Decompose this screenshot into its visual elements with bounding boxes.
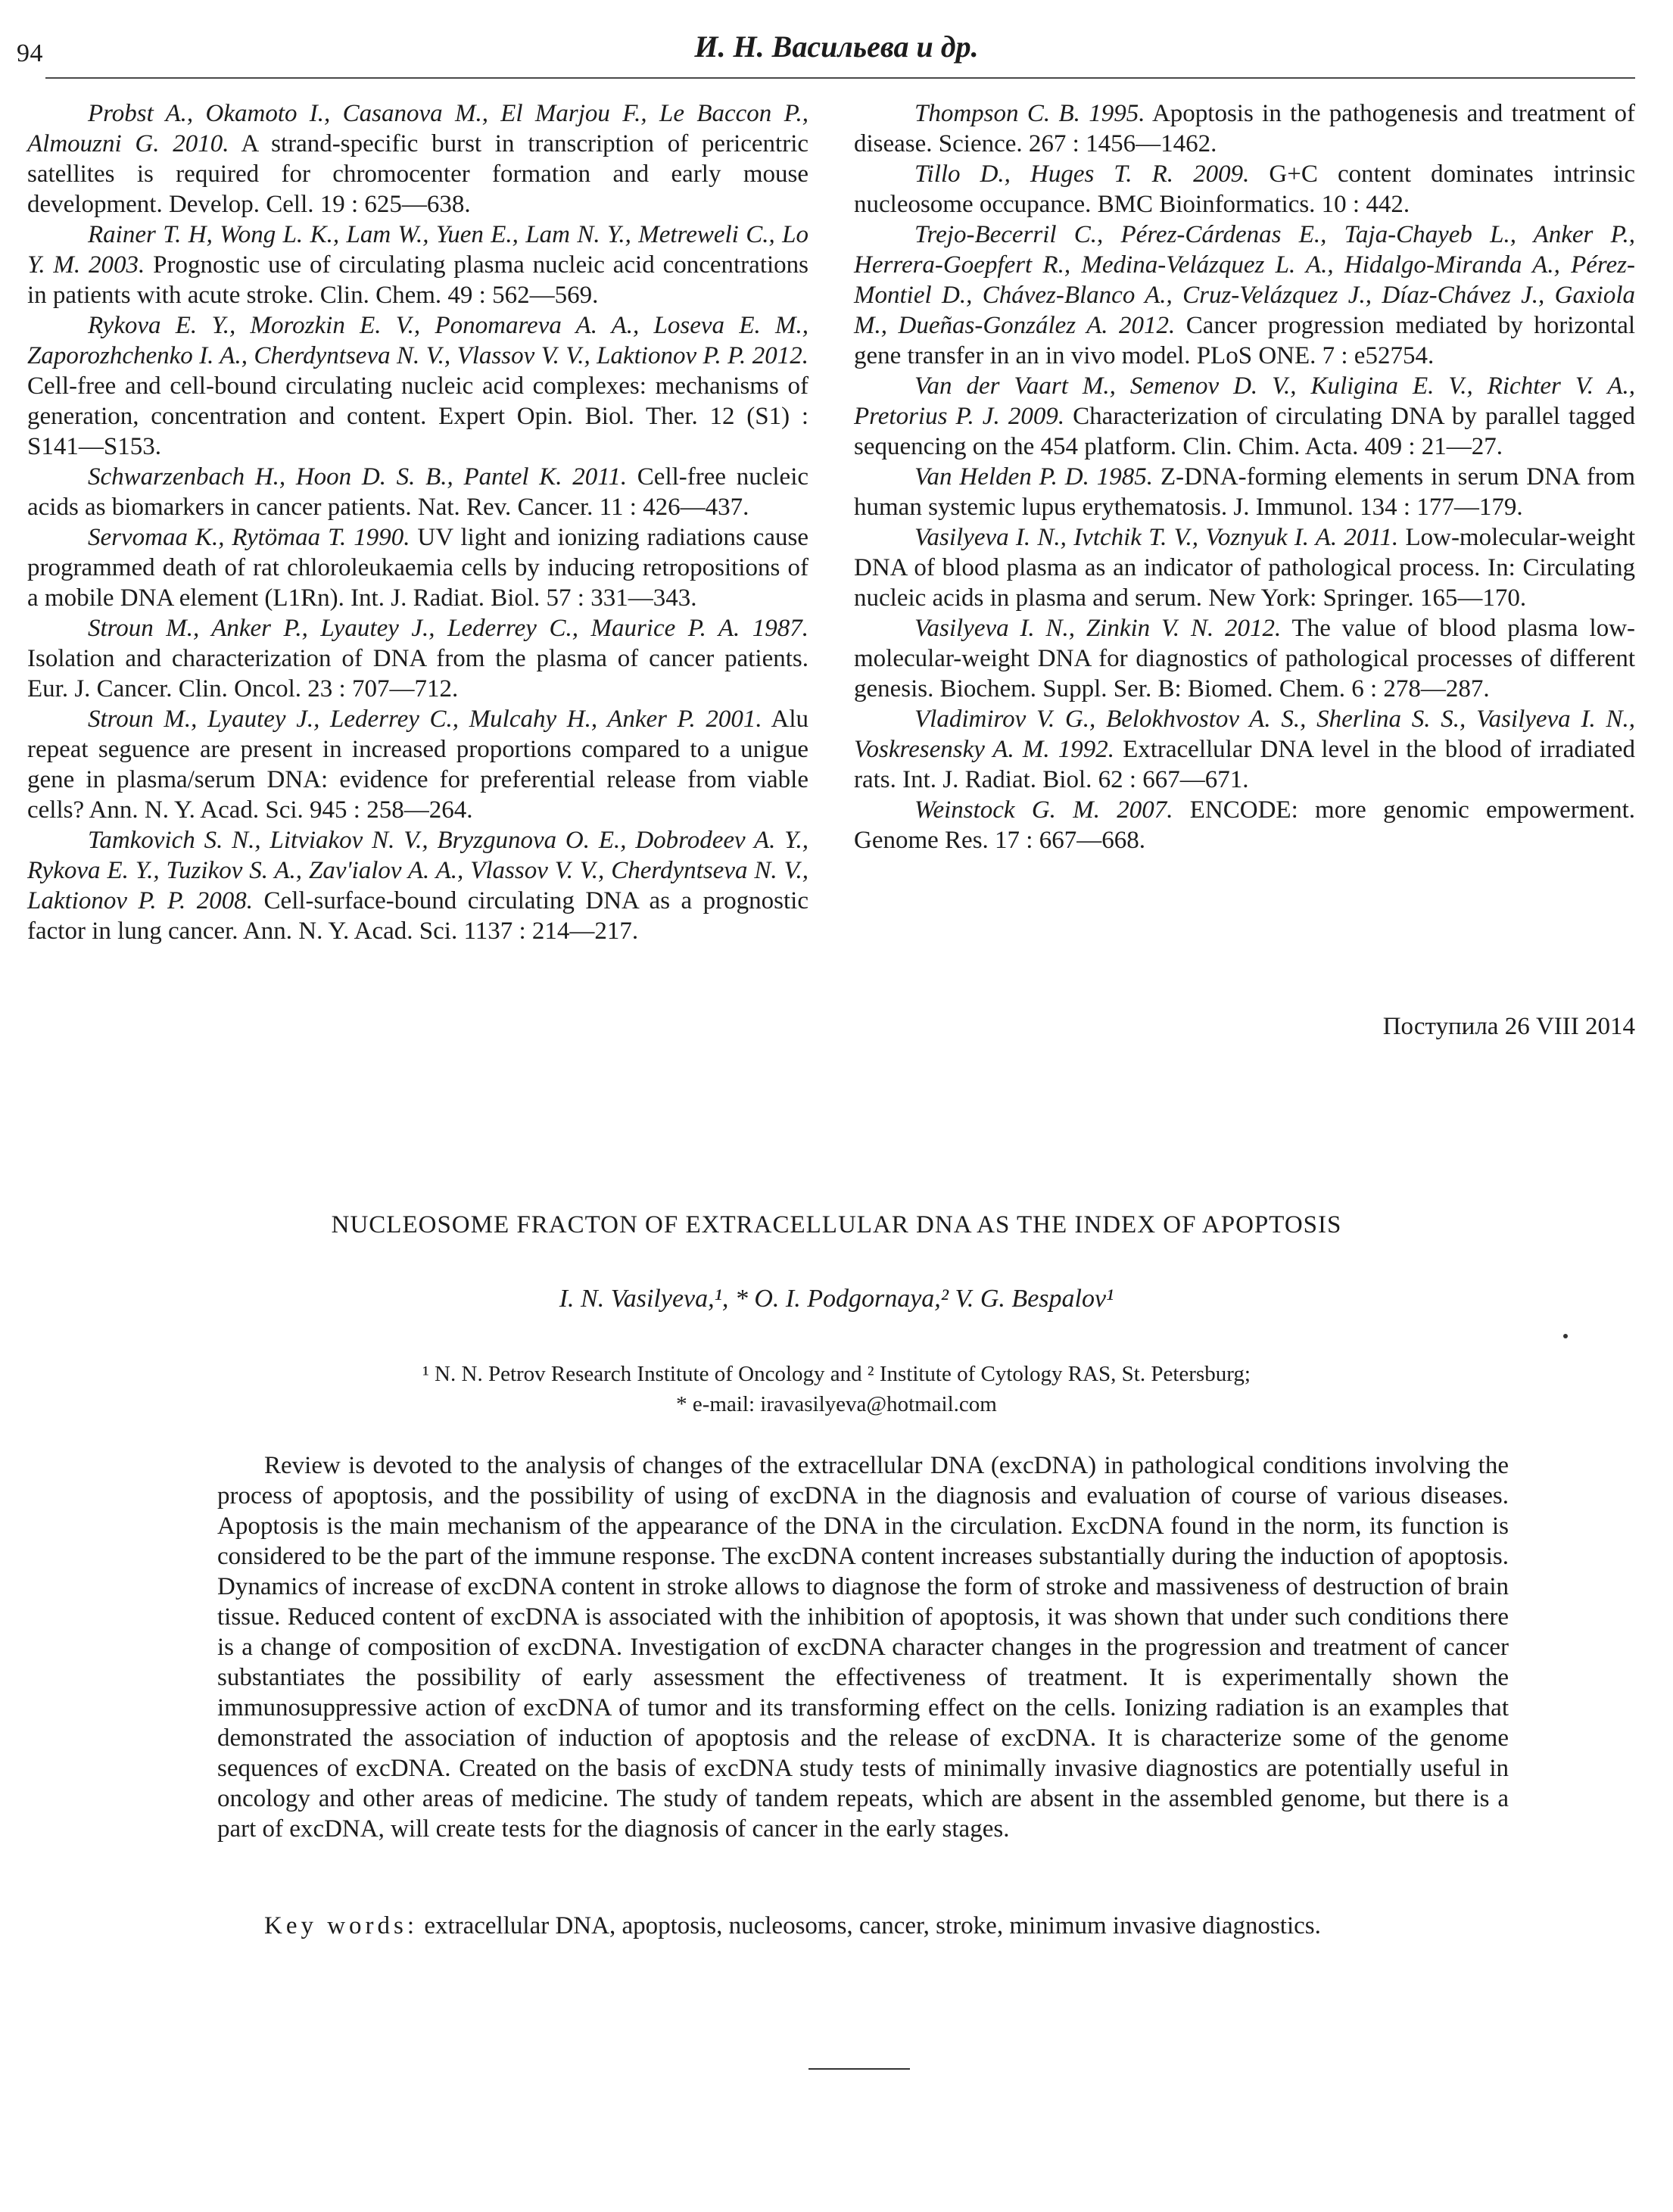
reference-year: 2001.: [706, 706, 762, 733]
reference-year: 2007.: [1117, 796, 1173, 824]
reference-text: Cancer progression mediated by horizontal gene transfer in an in vivo model. PLoS ONE. 7 : e52754.: [854, 312, 1636, 369]
reference-authors: Weinstock G. M.: [914, 796, 1100, 824]
reference-entry: [854, 522, 1635, 613]
reference-year: 1995.: [1089, 100, 1145, 127]
reference-entry: [854, 371, 1635, 462]
reference-year: 2011.: [1344, 524, 1399, 551]
reference-entry: [27, 522, 808, 613]
reference-authors: Van Helden P. D.: [914, 463, 1089, 491]
reference-year: 1987.: [752, 615, 808, 642]
reference-entry: [27, 310, 808, 462]
page-number: 94: [17, 39, 43, 67]
reference-text: Cell-surface-bound circulating DNA as a prognostic factor in lung cancer. Ann. N. Y. Acad. Sci. 1137 : 214—217.: [27, 887, 809, 945]
reference-authors: Schwarzenbach H., Hoon D. S. B., Pantel K.: [88, 463, 562, 491]
scan-speck: [1563, 1334, 1568, 1338]
references-right-column: [854, 98, 1635, 855]
reference-text: Cell-free and cell-bound circulating nucleic acid complexes: mechanisms of generation, concentration and content. Expert Opin. Biol. Ther. 12 (S1) : S141—S153.: [27, 372, 808, 460]
reference-authors: Tamkovich S. N., Litviakov N. V., Bryzgunova O. E., Dobrodeev A. Y., Rykova E. Y., Tuzikov S. A., Zav'ialov A. A., Vlassov V. V., Cherdyntseva N. V., Laktionov P. P.: [27, 827, 808, 914]
reference-authors: Vasilyeva I. N., Ivtchik T. V., Voznyuk I. A.: [914, 524, 1338, 551]
reference-entry: [854, 220, 1635, 371]
reference-authors: Thompson C. B.: [914, 100, 1080, 127]
reference-year: 2012.: [1225, 615, 1282, 642]
reference-authors: Stroun M., Lyautey J., Lederrey C., Mulcahy H., Anker P.: [88, 706, 696, 733]
reference-authors: Vladimirov V. G., Belokhvostov A. S., Sherlina S. S., Vasilyeva I. N., Voskresensky A. M.: [854, 706, 1635, 763]
end-rule: [808, 2068, 910, 2070]
reference-entry: [854, 98, 1635, 159]
reference-authors: Tillo D., Huges T. R.: [914, 160, 1174, 188]
affiliation: ¹ N. N. Petrov Research Institute of Oncology and ² Institute of Cytology RAS, St. Petersburg;: [422, 1362, 1251, 1386]
reference-text: Extracellular DNA level in the blood of irradiated rats. Int. J. Radiat. Biol. 62 : 667—671.: [854, 736, 1635, 793]
reference-authors: Probst A., Okamoto I., Casanova M., El Marjou F., Le Baccon P., Almouzni G.: [27, 100, 808, 157]
reference-authors: Servomaa K., Rytömaa T.: [88, 524, 347, 551]
reference-entry: [854, 795, 1635, 855]
reference-authors: Stroun M., Anker P., Lyautey J., Lederrey C., Maurice P. A.: [88, 615, 740, 642]
abstract-title: NUCLEOSOME FRACTON OF EXTRACELLULAR DNA AS THE INDEX OF APOPTOSIS: [331, 1211, 1342, 1238]
reference-authors: Vasilyeva I. N., Zinkin V. N.: [914, 615, 1214, 642]
reference-text: A strand-specific burst in transcription of pericentric satellites is required for chromocenter formation and early mouse development. Develop. Cell. 19 : 625—638.: [27, 130, 809, 218]
reference-authors: Trejo-Becerril C., Pérez-Cárdenas E., Taja-Chayeb L., Anker P., Herrera-Goepfert R., Medina-Velázquez L. A., Hidalgo-Miranda A., Pérez-Montiel D., Chávez-Blanco A., Cruz-Velázquez J., Díaz-Chávez J., Gaxiola M., Dueñas-González A.: [854, 221, 1635, 339]
keywords-label: Key words:: [264, 1912, 419, 1939]
reference-year: 2012.: [752, 342, 809, 369]
reference-year: 1992.: [1058, 736, 1114, 763]
reference-entry: [854, 462, 1635, 522]
header-rule: [45, 77, 1635, 79]
reference-year: 1985.: [1096, 463, 1154, 491]
keywords: [217, 1911, 1509, 1941]
reference-year: 2003.: [89, 251, 145, 279]
reference-entry: [27, 704, 808, 825]
references-left-column: [27, 98, 808, 946]
reference-year: 2010.: [173, 130, 229, 157]
reference-text: Alu repeat seguence are present in increased proportions compared to a unigue gene in plasma/serum DNA: evidence for preferential release from viable cells? Ann. N. Y. Acad. Sci. 945 : 258—264.: [27, 706, 808, 824]
reference-entry: [27, 613, 808, 704]
reference-year: 2012.: [1119, 312, 1176, 339]
email: * e-mail: iravasilyeva@hotmail.com: [676, 1392, 997, 1416]
reference-text: G+C content dominates intrinsic nucleosome occupance. BMC Bioinformatics. 10 : 442.: [854, 160, 1635, 218]
reference-year: 2009.: [1008, 403, 1065, 430]
reference-authors: Rainer T. H, Wong L. K., Lam W., Yuen E., Lam N. Y., Metreweli C., Lo Y. M.: [27, 221, 808, 279]
reference-text: Prognostic use of circulating plasma nucleic acid concentrations in patients with acute stroke. Clin. Chem. 49 : 562—569.: [27, 251, 809, 309]
running-head: И. Н. Васильева и др.: [694, 30, 979, 64]
reference-entry: [854, 159, 1635, 220]
reference-year: 1990.: [354, 524, 410, 551]
reference-text: Isolation and characterization of DNA from the plasma of cancer patients. Eur. J. Cancer. Clin. Oncol. 23 : 707—712.: [27, 645, 808, 703]
reference-text: Low-molecular-weight DNA of blood plasma as an indicator of pathological process. In: Circulating nucleic acids in plasma and serum. New York: Springer. 165—170.: [854, 524, 1636, 612]
reference-text: Z-DNA-forming elements in serum DNA from human systemic lupus erythematosis. J. Immunol. 134 : 177—179.: [854, 463, 1636, 521]
reference-entry: [854, 704, 1635, 795]
received-date: Поступила 26 VIII 2014: [1382, 1013, 1635, 1040]
keywords-text: extracellular DNA, apoptosis, nucleosoms, cancer, stroke, minimum invasive diagnostics.: [424, 1912, 1321, 1939]
reference-text: ENCODE: more genomic empowerment. Genome Res. 17 : 667—668.: [854, 796, 1636, 854]
reference-entry: [27, 98, 808, 220]
abstract-body: Review is devoted to the analysis of changes of the extracellular DNA (excDNA) in pathological conditions involving the process of apoptosis, and the possibility of using of excDNA in the diagnosis and evaluation of course of various diseases. Apoptosis is the main mechanism of the appearance of the DNA in the circulation. ExcDNA found in the norm, its function is considered to be the part of the immune response. The excDNA content increases substantially during the induction of apoptosis. Dynamics of increase of excDNA content in stroke allows to diagnose the form of stroke and massiveness of destruction of brain tissue. Reduced content of excDNA is associated with the inhibition of apoptosis, it was shown that under such conditions there is a change of composition of excDNA. Investigation of excDNA character changes in the progression and treatment of cancer substantiates the possibility of early assessment the effectiveness of treatment. It is experimentally shown the immunosuppressive action of excDNA of tumor and its transforming effect on the cells. Ionizing radiation is an examples that demonstrated the association of induction of apoptosis and the release of excDNA. It is characterize some of the genome sequences of excDNA. Created on the basis of excDNA study tests of minimally invasive diagnostics are potentially useful in oncology and other areas of medicine. The study of tandem repeats, which are absent in the assembled genome, but there is a part of excDNA, will create tests for the diagnosis of cancer in the early stages.: [217, 1452, 1509, 1843]
reference-text: The value of blood plasma low-molecular-weight DNA for diagnostics of pathological processes of different genesis. Biochem. Suppl. Ser. B: Biomed. Chem. 6 : 278—287.: [854, 615, 1636, 703]
abstract-authors: I. N. Vasilyeva,¹, * O. I. Podgornaya,² V. G. Bespalov¹: [559, 1285, 1114, 1313]
reference-entry: [27, 462, 808, 522]
reference-entry: [27, 825, 808, 946]
reference-authors: Rykova E. Y., Morozkin E. V., Ponomareva A. A., Loseva E. M., Zaporozhchenko I. A., Cherdyntseva N. V., Vlassov V. V., Laktionov P. P.: [27, 312, 808, 369]
reference-year: 2011.: [572, 463, 628, 491]
affiliation-block: [0, 1359, 1673, 1419]
reference-text: UV light and ionizing radiations cause programmed death of rat chloroleukaemia cells by inducing retropositions of a mobile DNA element (L1Rn). Int. J. Radiat. Biol. 57 : 331—343.: [27, 524, 809, 612]
reference-authors: Van der Vaart M., Semenov D. V., Kuligina E. V., Richter V. A., Pretorius P. J.: [854, 372, 1635, 430]
reference-year: 2009.: [1193, 160, 1250, 188]
reference-entry: [854, 613, 1635, 704]
reference-entry: [27, 220, 808, 310]
reference-text: Cell-free nucleic acids as biomarkers in cancer patients. Nat. Rev. Cancer. 11 : 426—437.: [27, 463, 809, 521]
reference-text: Characterization of circulating DNA by parallel tagged sequencing on the 454 platform. Clin. Chim. Acta. 409 : 21—27.: [854, 403, 1636, 460]
reference-text: Apoptosis in the pathogenesis and treatment of disease. Science. 267 : 1456—1462.: [854, 100, 1635, 157]
reference-year: 2008.: [196, 887, 254, 914]
